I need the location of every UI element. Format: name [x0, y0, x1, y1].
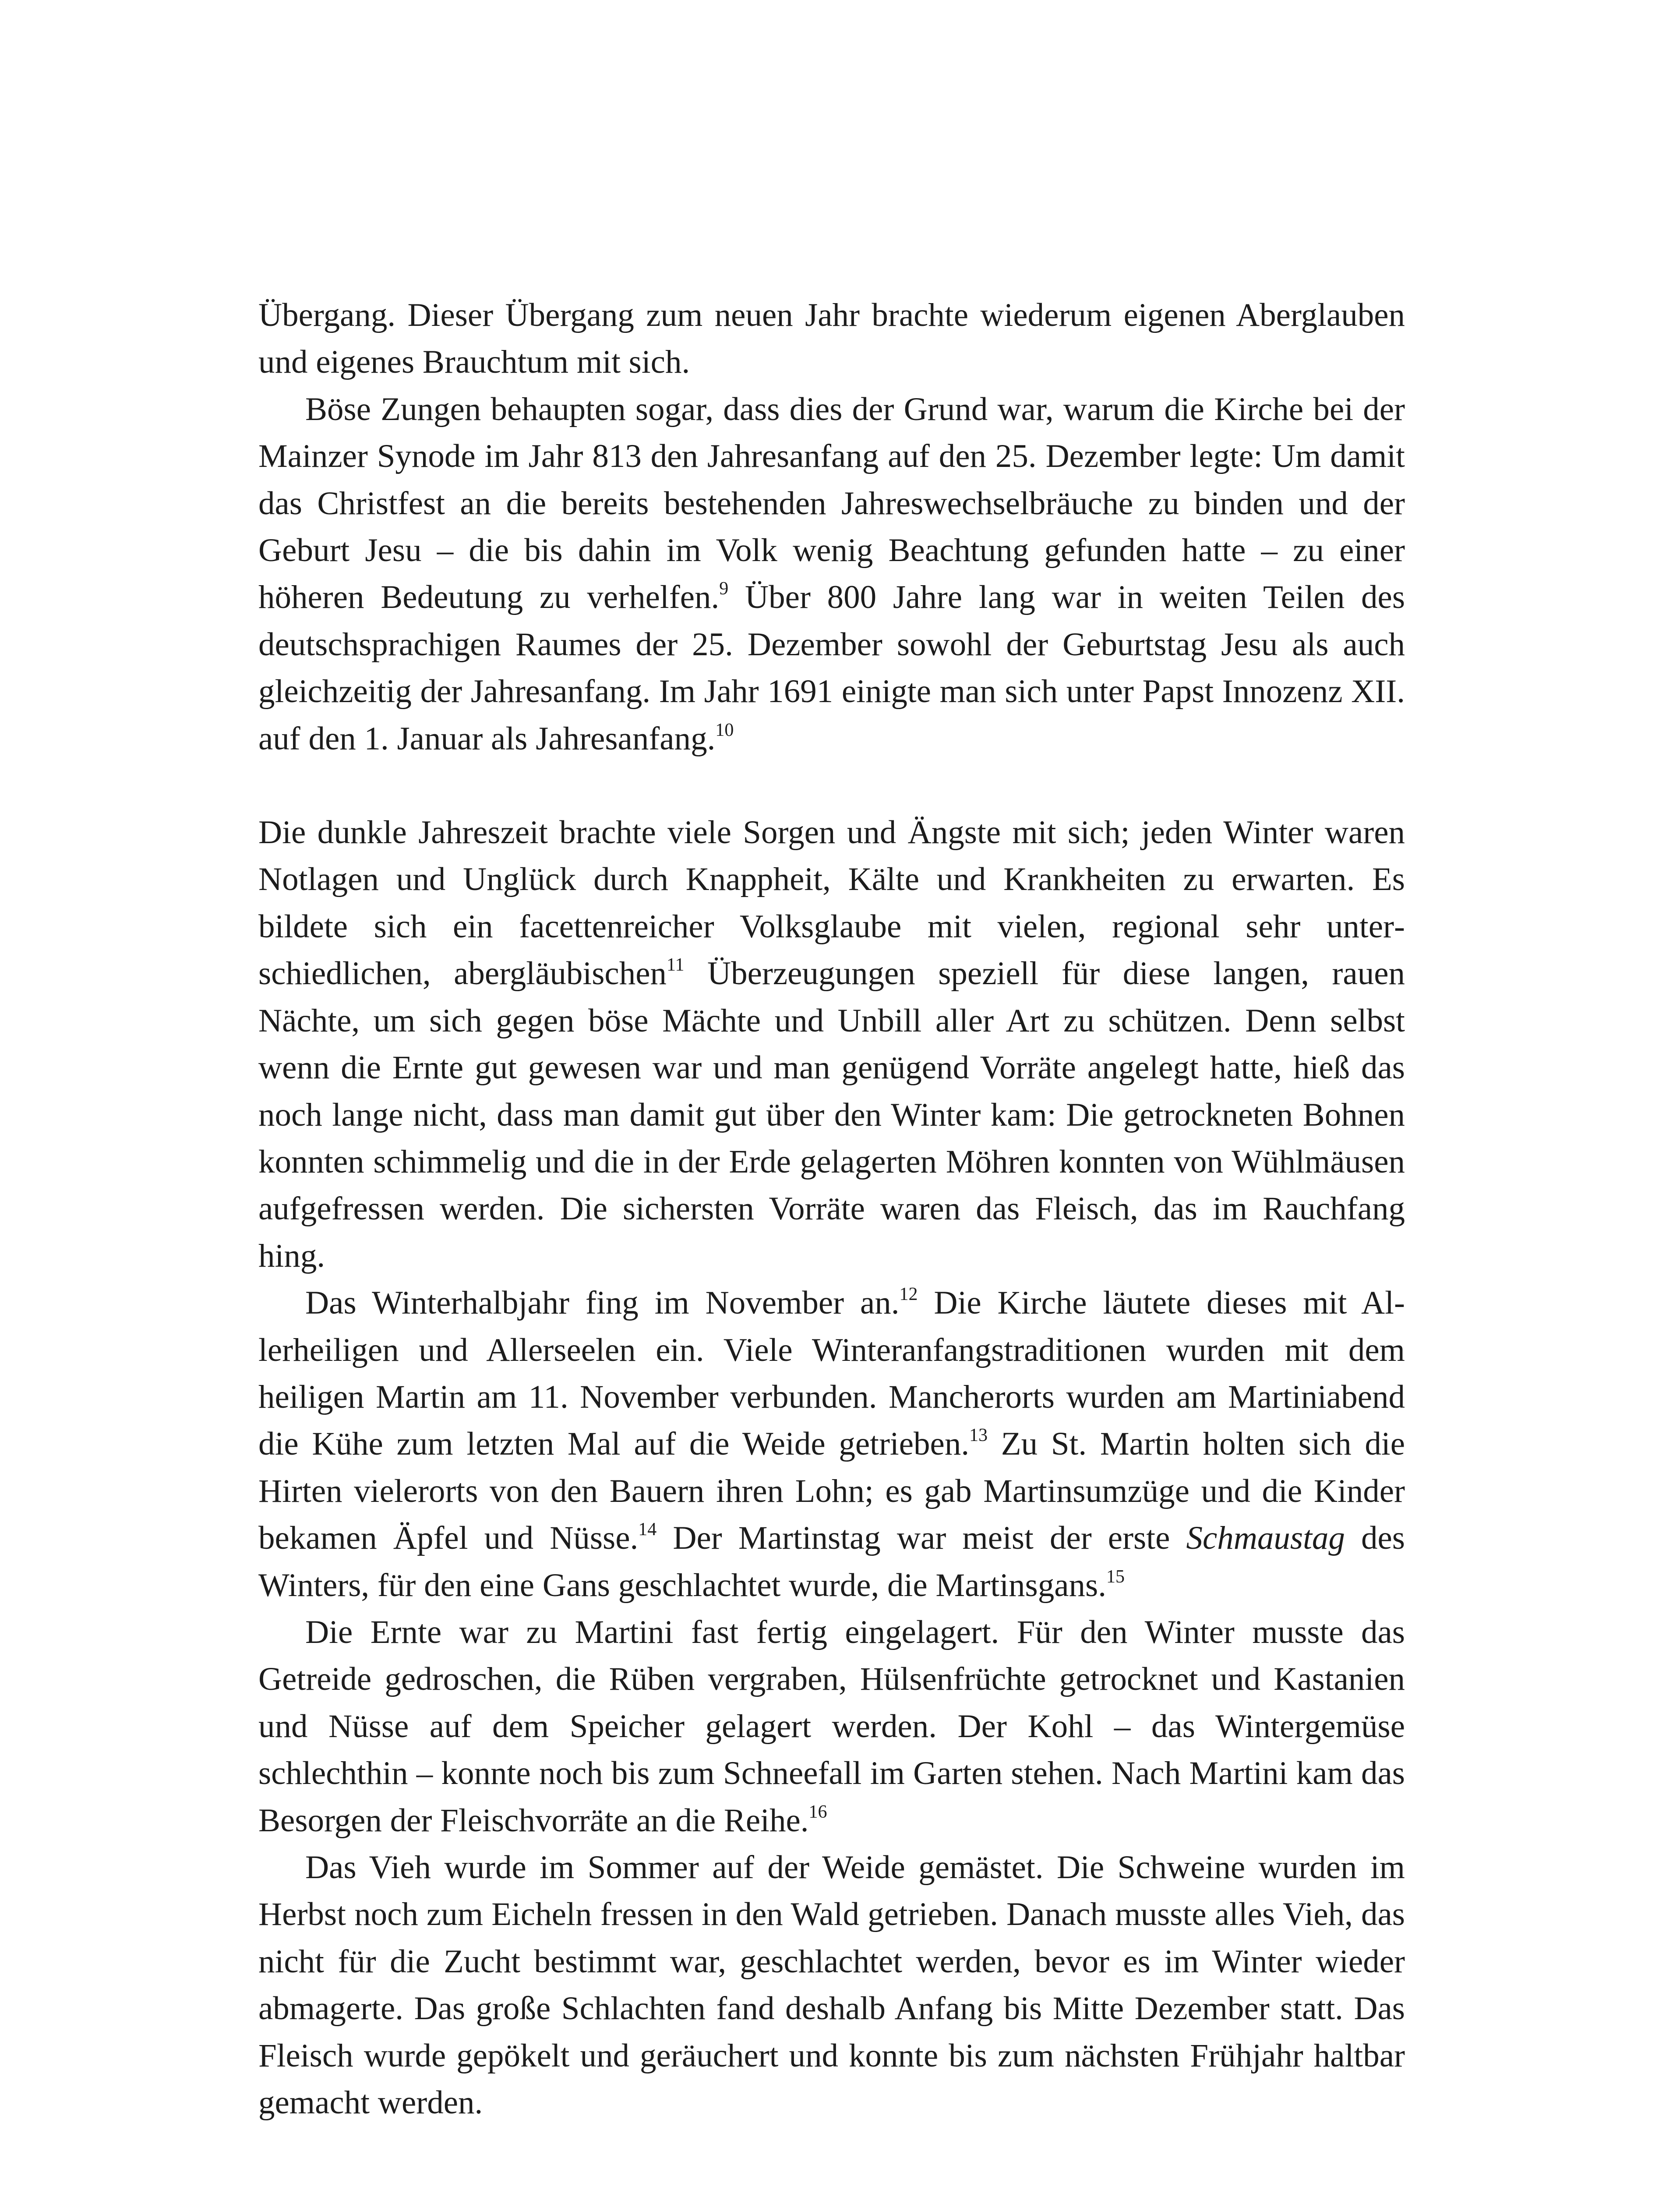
footnote-marker-14[interactable]: 14 — [638, 1519, 657, 1540]
footnote-marker-9[interactable]: 9 — [719, 579, 729, 599]
paragraph-text: des Winters, für den eine Gans geschlachtet wurde, die Martinsgans. — [258, 1520, 1405, 1604]
footnote-marker-16[interactable]: 16 — [808, 1801, 827, 1822]
body-text — [258, 292, 1405, 2126]
paragraph-4 — [258, 1279, 1405, 1609]
paragraph-text: Überzeugungen speziell für diese langen, rauen Nächte, um sich gegen böse Mächte und Unbill aller Art zu schützen. Denn selbst wenn die Ernte gut gewesen war und man genügend Vorräte angelegt hatte, hieß das noch lange nicht, dass man damit gut über den Winter kam: Die getrockneten Bohnen konnten schimmelig und die in der Erde gelagerten Möhren konnten von Wühlmäusen aufgefressen werden. Die sichersten Vorräte waren das Fleisch, das im Rauchfang hing. — [258, 955, 1405, 1274]
paragraph-text: Die Kirche läutete dieses mit Allerheiligen und Allerseelen ein. Viele Winteranfangstraditionen wurden mit dem heiligen Martin am 11. November verbunden. Mancherorts wurden am Martiniabend die Kühe zum letzten Mal auf die Weide getrieben. — [258, 1285, 1405, 1462]
footnote-marker-13[interactable]: 13 — [969, 1425, 988, 1446]
paragraph-text: Böse Zungen behaupten sogar, dass dies der Grund war, warum die Kirche bei der Mainzer Synode im Jahr 813 den Jahresanfang auf den 25. Dezember legte: Um damit das Christfest an die bereits bestehenden Jahreswechselbräuche zu binden und der Geburt Jesu – die bis dahin im Volk wenig Beachtung gefunden hatte – zu einer höheren Bedeutung zu verhelfen. — [258, 391, 1405, 616]
paragraph-text: Übergang. Dieser Übergang zum neuen Jahr brachte wiederum eigenen Aberglauben und eigenes Brauchtum mit sich. — [258, 297, 1405, 381]
footnote-marker-15[interactable]: 15 — [1106, 1566, 1125, 1587]
paragraph-text: Über 800 Jahre lang war in weiten Teilen des deutschsprachigen Raumes der 25. Dezember sowohl der Geburtstag Jesu als auch gleichzeitig der Jahresanfang. Im Jahr 1691 einigte man sich unter Papst Innozenz XII. auf den 1. Januar als Jahresanfang. — [258, 579, 1405, 757]
paragraph-text: Zu St. Martin holten sich die Hirten vielerorts von den Bauern ihren Lohn; es gab Martinsumzüge und die Kinder bekamen Äpfel und Nüsse. — [258, 1426, 1405, 1557]
paragraph-text: Die dunkle Jahreszeit brachte viele Sorgen und Ängste mit sich; jeden Winter waren Notlagen und Unglück durch Knappheit, Kälte und Krankheiten zu erwarten. Es bildete sich ein facettenreicher Volksglaube mit vielen, regional sehr unterschiedlichen, abergläubischen — [258, 814, 1405, 992]
paragraph-text: Die Ernte war zu Martini fast fertig eingelagert. Für den Winter musste das Getreide gedroschen, die Rüben vergraben, Hülsenfrüchte getrocknet und Kastanien und Nüsse auf dem Speicher gelagert werden. Der Kohl – das Wintergemüse schlechthin – konnte noch bis zum Schneefall im Garten stehen. Nach Martini kam das Besorgen der Fleischvorräte an die Reihe. — [258, 1614, 1405, 1839]
paragraph-text: Das Vieh wurde im Sommer auf der Weide gemästet. Die Schweine wurden im Herbst noch zum Eicheln fressen in den Wald getrieben. Danach musste alles Vieh, das nicht für die Zucht bestimmt war, geschlachtet werden, bevor es im Winter wieder abmagerte. Das große Schlachten fand deshalb Anfang bis Mitte Dezember statt. Das Fleisch wurde gepökelt und geräuchert und konnte bis zum nächsten Frühjahr haltbar gemacht werden. — [258, 1849, 1405, 2121]
emphasis-term: Schmaustag — [1186, 1520, 1345, 1557]
paragraph-text: Das Winterhalbjahr fing im November an. — [305, 1285, 900, 1321]
footnote-marker-11[interactable]: 11 — [667, 955, 685, 975]
footnote-marker-12[interactable]: 12 — [899, 1284, 918, 1305]
paragraph-2 — [258, 386, 1405, 762]
paragraph-3 — [258, 809, 1405, 1279]
paragraph-5 — [258, 1609, 1405, 1844]
paragraph-1 — [258, 292, 1405, 386]
footnote-marker-10[interactable]: 10 — [715, 720, 734, 740]
paragraph-text: Der Martinstag war meist der erste — [656, 1520, 1186, 1557]
paragraph-6 — [258, 1844, 1405, 2126]
